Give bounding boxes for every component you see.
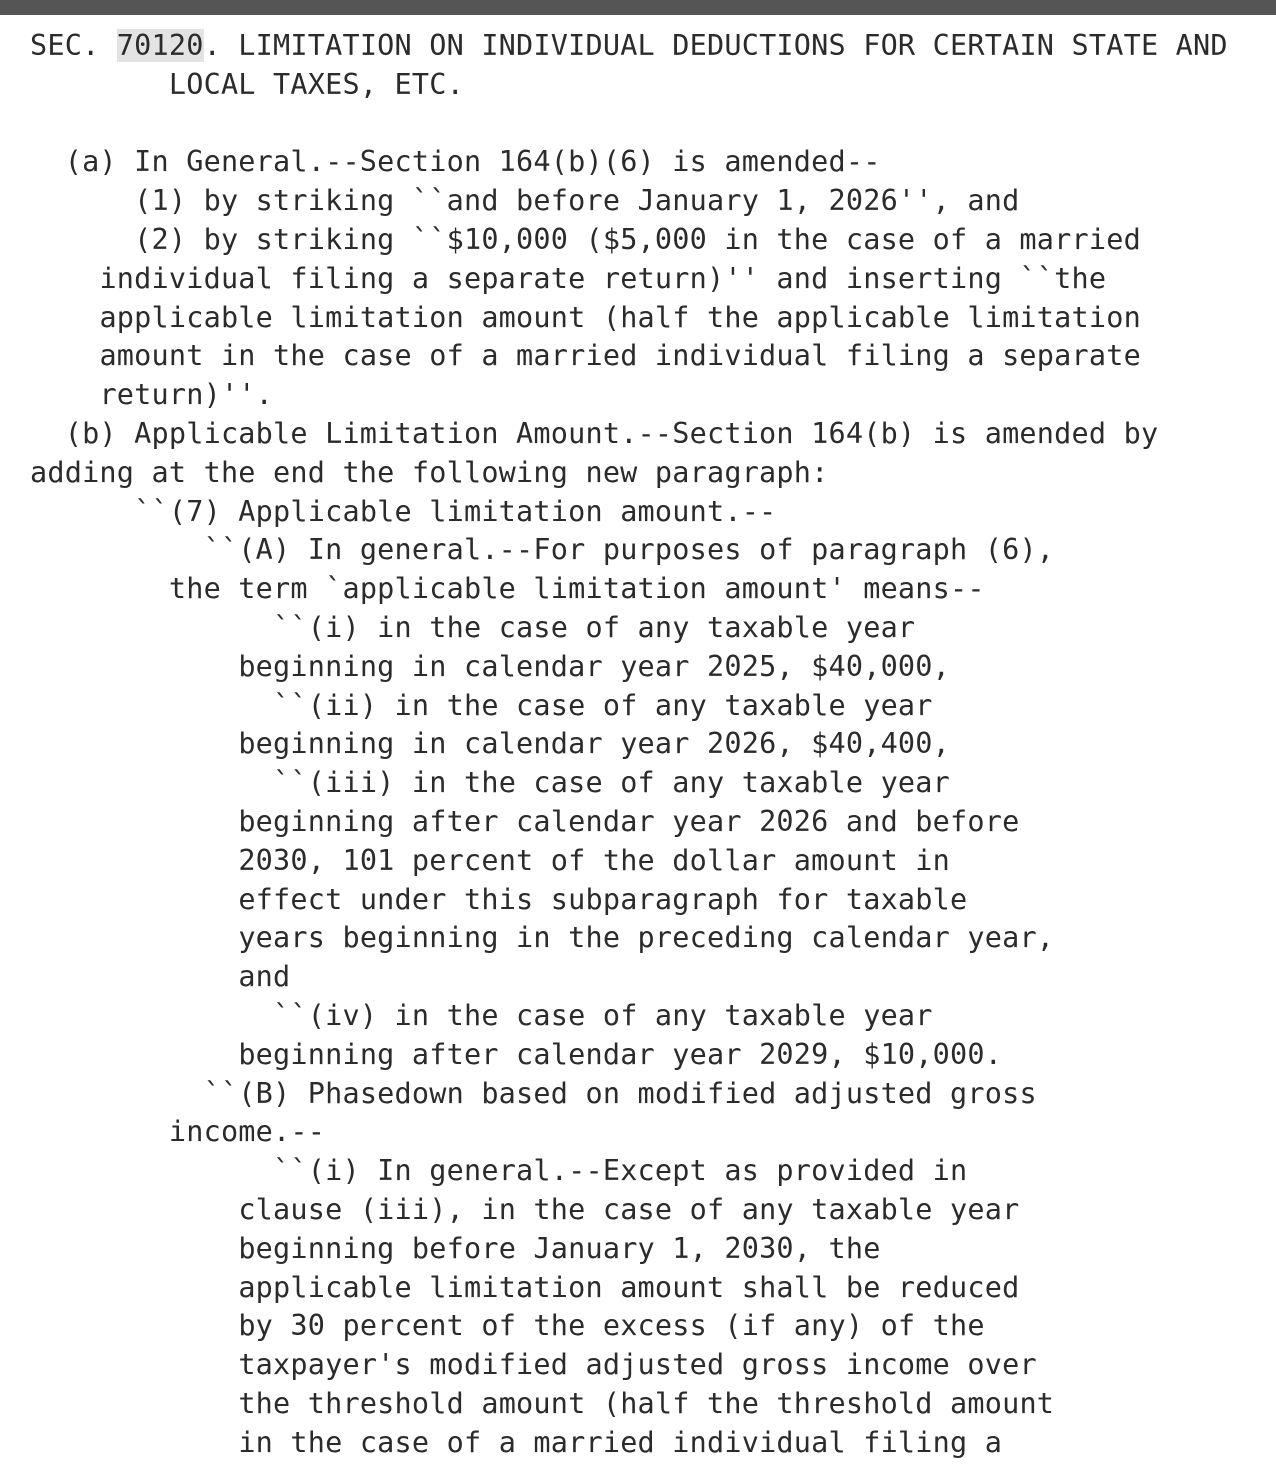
text-line: effect under this subparagraph for taxable [238,882,968,916]
text-line: the threshold amount (half the threshold amount [238,1386,1055,1420]
text-line: (2) by striking ``$10,000 ($5,000 in the case of a married [134,222,1141,256]
text-line: ``(i) In general.--Except as provided in [273,1154,968,1188]
text-line: (a) In General.--Section 164(b)(6) is amended-- [64,145,881,179]
text-line: ``(iii) in the case of any taxable year [273,766,951,800]
text-line: beginning in calendar year 2025, $40,000, [238,649,951,683]
text-line: beginning before January 1, 2030, the [238,1231,881,1265]
blank-line [30,105,1228,144]
text-line: years beginning in the preceding calendar year, [238,921,1055,955]
top-bar [0,0,1276,15]
text-line: return)''. [99,378,274,412]
section-heading [30,27,1228,66]
text-line: (1) by striking ``and before January 1, 2026'', and [134,184,1020,218]
text-line: beginning after calendar year 2029, $10,000. [238,1037,1003,1071]
text-line: applicable limitation amount (half the applicable limitation [99,300,1141,334]
section-prefix: SEC. [30,29,117,62]
text-line: ``(i) in the case of any taxable year [273,610,916,644]
text-line: ``(B) Phasedown based on modified adjusted gross [203,1076,1037,1110]
text-line: income.-- [168,1115,326,1149]
text-line: the term `applicable limitation amount' means-- [168,572,985,606]
text-line: applicable limitation amount shall be reduced [238,1270,1020,1304]
section-title-line2: LOCAL TAXES, ETC. [168,67,464,101]
text-line: amount in the case of a married individual filing a separate [99,339,1141,373]
text-line: individual filing a separate return)'' and inserting ``the [99,261,1107,295]
text-line: 2030, 101 percent of the dollar amount in [238,843,951,877]
section-number-highlight: 70120 [116,29,204,62]
text-line: by 30 percent of the excess (if any) of the [238,1309,985,1343]
text-line: taxpayer's modified adjusted gross income over [238,1348,1037,1382]
text-line: in the case of a married individual filing a [238,1425,1003,1459]
document-body [30,27,1228,1462]
text-line: beginning after calendar year 2026 and before [238,804,1020,838]
text-line: ``(iv) in the case of any taxable year [273,998,933,1032]
text-line: ``(A) In general.--For purposes of paragraph (6), [203,533,1055,567]
section-title: . LIMITATION ON INDIVIDUAL DEDUCTIONS FOR CERTAIN STATE AND [203,29,1228,62]
text-line: ``(7) Applicable limitation amount.-- [134,494,777,528]
text-line: ``(ii) in the case of any taxable year [273,688,933,722]
text-line: beginning in calendar year 2026, $40,400, [238,727,951,761]
text-line: (b) Applicable Limitation Amount.--Section 164(b) is amended by [64,416,1159,450]
text-line: clause (iii), in the case of any taxable year [238,1192,1020,1226]
text-line: adding at the end the following new paragraph: [30,455,829,489]
text-line: and [238,960,291,994]
